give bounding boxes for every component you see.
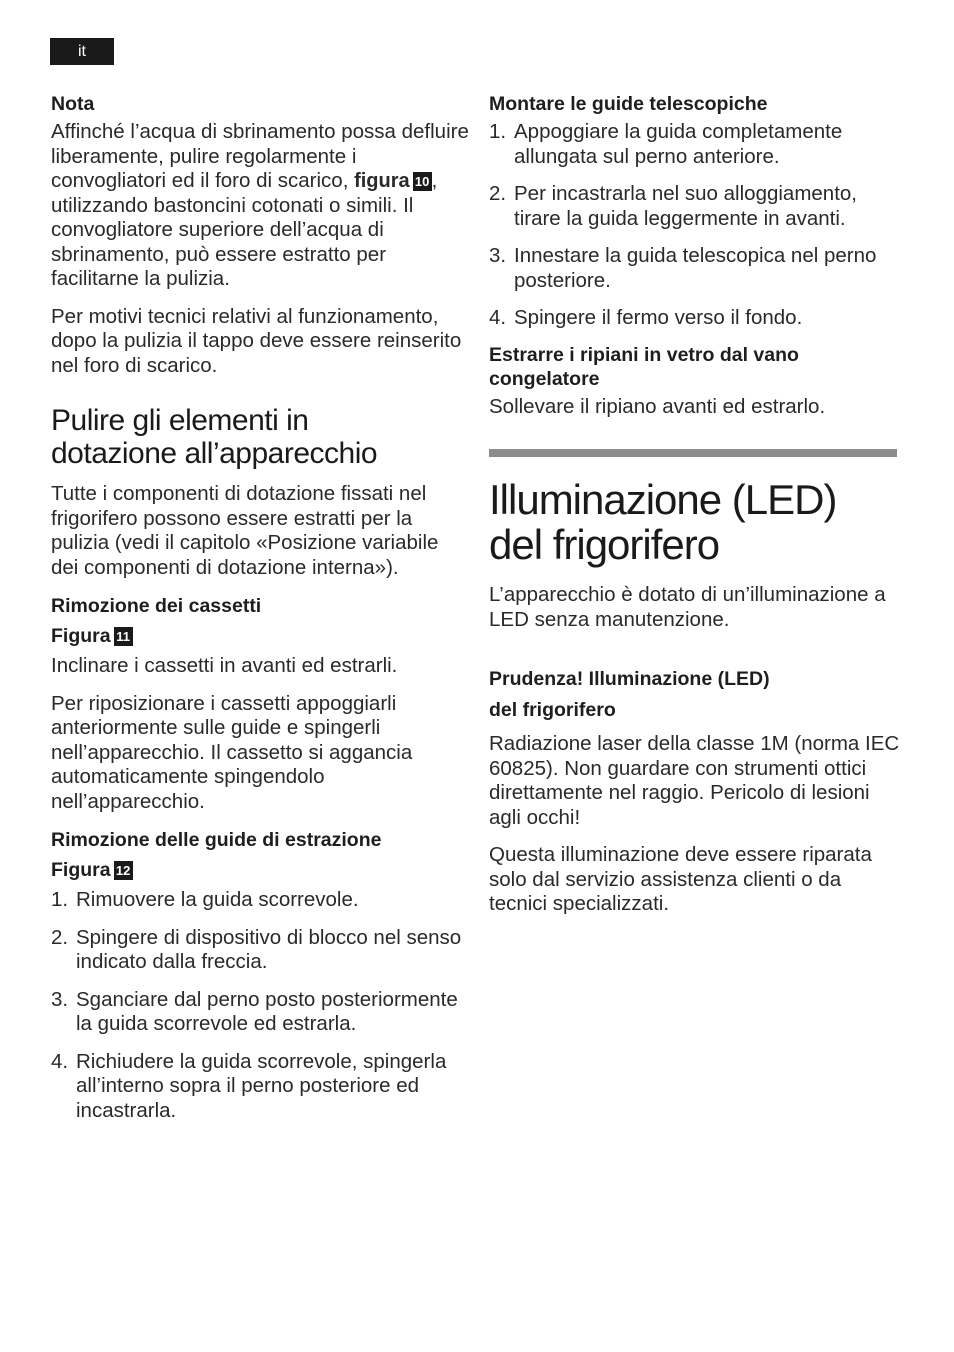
cassetti-heading: Rimozione dei cassetti [51,595,262,617]
figure-label: figura [354,170,410,192]
section-heading-line-2: dotazione all’apparecchio [51,437,378,470]
figure-number-badge: 11 [114,627,133,646]
figure-label: Figura [51,625,111,647]
prudenza-paragraph-1: Radiazione laser della classe 1M (norma IEC 60825). Non guardare con strumenti ottici direttamente nel raggio. Pericolo di lesioni agli occhi! [489,732,900,829]
nota-paragraph [51,120,471,292]
chapter-title-line-2: del frigorifero [489,521,720,568]
list-item: 2. Spingere di dispositivo di blocco nel senso indicato dalla freccia. [51,925,462,973]
guide-heading: Rimozione delle guide di estrazione [51,829,382,851]
telescopiche-heading: Montare le guide telescopiche [489,93,768,115]
chapter-title [489,477,901,567]
right-column [489,92,901,917]
list-item: 4. Richiudere la guida scorrevole, spingerla all’interno sopra il perno posteriore ed incastrarla. [51,1049,447,1122]
nota-paragraph-2: Per motivi tecnici relativi al funzionamento, dopo la pulizia il tappo deve essere reinserito nel foro di scarico. [51,304,462,377]
ripiani-heading: Estrarre i ripiani in vetro dal vano congelatore [489,343,799,390]
prudenza-heading-line-2: del frigorifero [489,699,616,721]
list-item: 1. Rimuovere la guida scorrevole. [51,888,359,911]
prudenza-heading-line-1: Prudenza! Illuminazione (LED) [489,668,770,690]
chapter-paragraph: L’apparecchio è dotato di un’illuminazione a LED senza manutenzione. [489,583,886,631]
language-tab: it [50,38,114,65]
guide-figure-reference [51,858,471,882]
list-item: 3. Sganciare dal perno posto posteriormente la guida scorrevole ed estrarla. [51,987,458,1035]
list-item: 3. Innestare la guida telescopica nel perno posteriore. [489,244,877,292]
figure-number-badge: 10 [413,172,432,191]
nota-text-b: , utilizzando bastoncini cotonati o simili. Il convogliatore superiore dell’acqua di sbrinamento, può essere estratto per facilitarne la pulizia. [51,169,438,290]
chapter-divider [489,449,897,457]
left-column [51,92,471,1123]
cassetti-paragraph-1: Inclinare i cassetti in avanti ed estrarli. [51,654,398,677]
list-item: 2. Per incastrarla nel suo alloggiamento, tirare la guida leggermente in avanti. [489,182,857,230]
chapter-title-line-1: Illuminazione (LED) [489,476,837,523]
cassetti-paragraph-2: Per riposizionare i cassetti appoggiarli anteriormente sulle guide e spingerli nell’apparecchio. Il cassetto si aggancia automaticamente spingendolo nell’apparecchio. [51,691,413,813]
prudenza-paragraph-2: Questa illuminazione deve essere riparata solo dal servizio assistenza clienti o da tecnici specializzati. [489,843,872,915]
ripiani-paragraph: Sollevare il ripiano avanti ed estrarlo. [489,394,826,418]
figure-number-badge: 12 [114,861,133,880]
nota-heading: Nota [51,93,95,115]
figure-label: Figura [51,859,111,881]
telescopiche-steps-list [489,120,901,331]
nota-text-a: Affinché l’acqua di sbrinamento possa defluire liberamente, pulire regolarmente i convogliatori ed il foro di scarico, [51,120,469,192]
list-item: 1. Appoggiare la guida completamente allungata sul perno anteriore. [489,120,843,168]
section-heading [51,404,471,470]
section-heading-line-1: Pulire gli elementi in [51,404,309,437]
cassetti-figure-reference [51,624,471,648]
section-paragraph: Tutte i componenti di dotazione fissati nel frigorifero possono essere estratti per la pulizia (vedi il capitolo «Posizione variabile dei componenti di dotazione interna»). [51,482,439,579]
figure-reference [354,169,432,193]
prudenza-heading [489,664,901,726]
guide-steps-list [51,888,471,1123]
list-item: 4. Spingere il fermo verso il fondo. [489,306,803,329]
